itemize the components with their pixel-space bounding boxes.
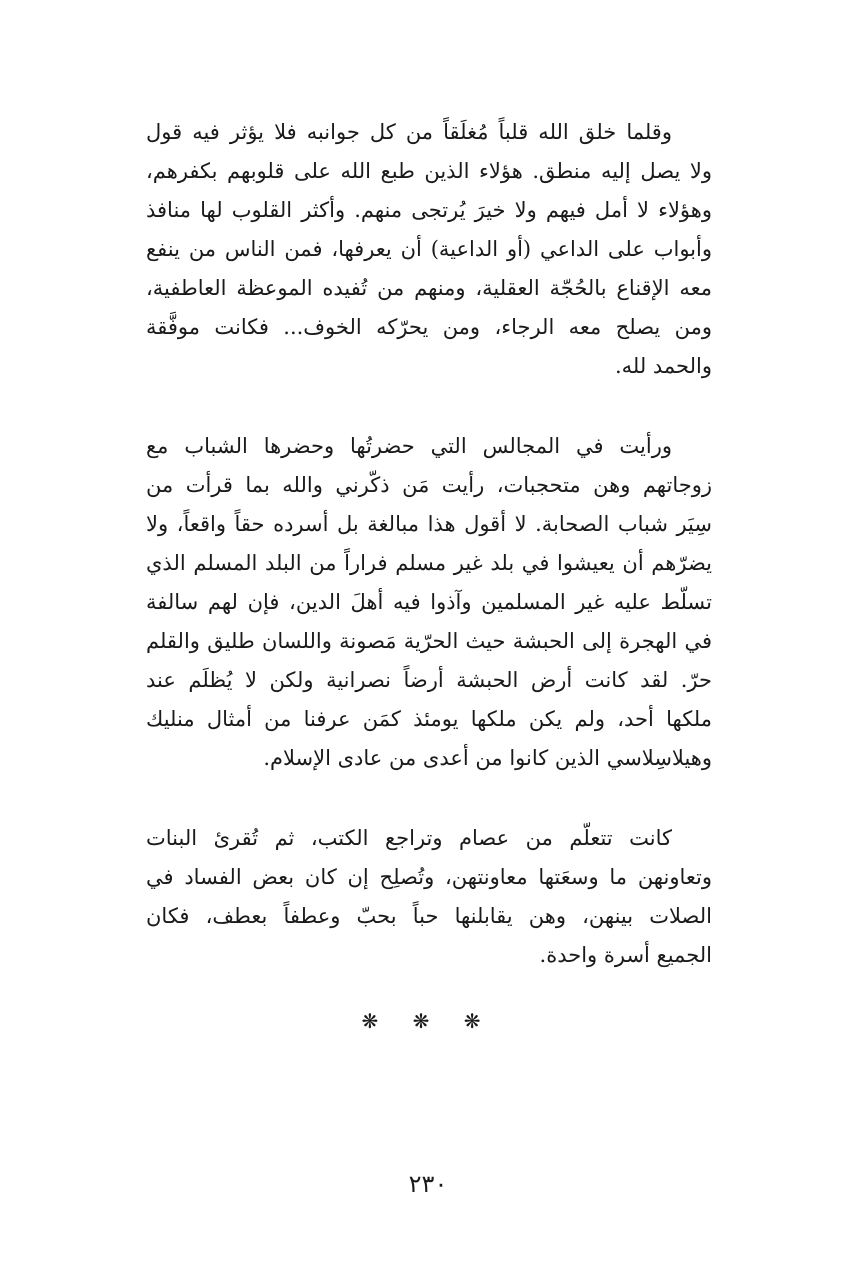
paragraph-line: كانت تتعلّم من عصام وتراجع الكتب، ثم تُقرئ البنات: [146, 826, 672, 850]
paragraph-line: ورأيت في المجالس التي حضرتُها وحضرها الشباب مع: [146, 434, 672, 458]
paragraph-line: حرّ. لقد كانت أرض الحبشة أرضاً نصرانية ولكن لا يُظلَم عند: [146, 668, 712, 692]
paragraph-line: الجميع أسرة واحدة.: [539, 943, 712, 967]
paragraph-line: معه الإقناع بالحُجّة العقلية، ومنهم من تُفيده الموعظة العاطفية،: [146, 276, 712, 300]
paragraph-line: وقلما خلق الله قلباً مُغلَقاً من كل جوانبه فلا يؤثر فيه قول: [146, 120, 672, 144]
paragraph-line: الصلات بينهن، وهن يقابلنها حباً بحبّ وعطفاً بعطف، فكان: [146, 904, 712, 928]
paragraph-line: وهؤلاء لا أمل فيهم ولا خيرَ يُرتجى منهم. وأكثر القلوب لها منافذ: [146, 198, 712, 222]
paragraph-line: في الهجرة إلى الحبشة حيث الحرّية مَصونة واللسان طليق والقلم: [146, 629, 712, 653]
paragraph-line: وتعاونهن ما وسعَتها معاونتهن، وتُصلِح إن كان بعض الفساد في: [146, 865, 712, 889]
paragraph-line: وأبواب على الداعي (أو الداعية) أن يعرفها، فمن الناس من ينفع: [146, 237, 712, 261]
paragraph-1: [146, 113, 712, 386]
page-number: ٢٣٠: [408, 1170, 448, 1198]
paragraph-line: والحمد لله.: [614, 354, 712, 378]
paragraph-line: وهيلاسِلاسي الذين كانوا من أعدى من عادى الإسلام.: [263, 746, 712, 770]
paragraph-line: ملكها أحد، ولم يكن ملكها يومئذ كمَن عرفنا من أمثال منليك: [146, 707, 712, 731]
paragraph-line: سِيَر شباب الصحابة. لا أقول هذا مبالغة بل أسرده حقاً واقعاً، ولا: [146, 512, 712, 536]
paragraph-line: ولا يصل إليه منطق. هؤلاء الذين طبع الله على قلوبهم بكفرهم،: [146, 159, 712, 183]
paragraph-line: زوجاتهم وهن متحجبات، رأيت مَن ذكّرني والله بما قرأت من: [146, 473, 712, 497]
paragraph-2: [146, 427, 712, 778]
paragraph-line: تسلّط عليه غير المسلمين وآذوا فيه أهلَ الدين، فإن لهم سالفة: [146, 590, 712, 614]
paragraph-3: [146, 819, 712, 975]
section-separator: ❋ ❋ ❋: [361, 1009, 495, 1033]
paragraph-line: يضرّهم أن يعيشوا في بلد غير مسلم فراراً من البلد المسلم الذي: [146, 551, 712, 575]
body-text: [146, 0, 712, 1000]
paragraph-line: ومن يصلح معه الرجاء، ومن يحرّكه الخوف... فكانت موفَّقة: [146, 315, 712, 339]
